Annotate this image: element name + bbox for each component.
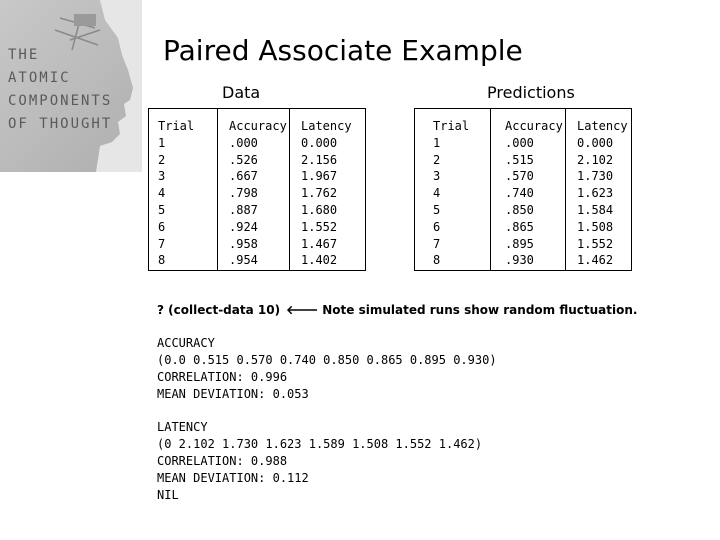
column-divider [565, 109, 566, 270]
table-cell: .930 [505, 253, 534, 268]
table-cell: .954 [229, 253, 258, 268]
logo-line: ATOMIC [8, 70, 71, 86]
table-cell: .865 [505, 219, 534, 234]
table-cell: 1.623 [577, 186, 614, 201]
table-cell: 8 [158, 253, 166, 268]
column-divider [217, 109, 218, 270]
command-note: Note simulated runs show random fluctuation. [322, 303, 638, 317]
latency-column [301, 118, 352, 269]
table-cell: 4 [158, 186, 166, 201]
table-cell: .924 [229, 219, 258, 234]
table-cell: 1.462 [577, 253, 614, 268]
table-cell: .667 [229, 169, 258, 184]
table-cell: .570 [505, 169, 534, 184]
table-cell: 0.000 [577, 135, 614, 150]
table-cell: 6 [158, 219, 166, 234]
table-cell: 7 [158, 236, 166, 251]
output-label: ACCURACY [157, 336, 215, 350]
accuracy-column [229, 118, 287, 269]
table-cell: 2.156 [301, 152, 338, 167]
table-cell: 4 [433, 186, 441, 201]
logo-line: THE [8, 47, 40, 63]
data-table [148, 108, 366, 271]
table-cell: 1.467 [301, 236, 338, 251]
table-cell: .850 [505, 202, 534, 217]
command-line [157, 302, 637, 317]
output-correlation: CORRELATION: 0.996 [157, 370, 288, 384]
logo-line: COMPONENTS [8, 93, 113, 109]
column-header: Trial [158, 119, 195, 133]
predictions-heading: Predictions [487, 83, 575, 102]
accuracy-column [505, 118, 563, 269]
table-cell: .515 [505, 152, 534, 167]
table-cell: 1 [433, 135, 441, 150]
table-cell: 2.102 [577, 152, 614, 167]
table-cell: 3 [158, 169, 166, 184]
output-mean-deviation: MEAN DEVIATION: 0.053 [157, 387, 309, 401]
table-cell: 1 [158, 135, 166, 150]
table-cell: 1.762 [301, 186, 338, 201]
table-cell: 1.730 [577, 169, 614, 184]
table-cell: 1.680 [301, 202, 338, 217]
table-cell: .895 [505, 236, 534, 251]
command-text: ? (collect-data 10) [157, 303, 281, 317]
table-cell: .958 [229, 236, 258, 251]
latency-output [157, 419, 482, 504]
trial-column [158, 118, 194, 269]
table-cell: 2 [158, 152, 166, 167]
table-cell: 5 [433, 202, 441, 217]
output-label: LATENCY [157, 420, 208, 434]
column-divider [490, 109, 491, 270]
table-cell: .526 [229, 152, 258, 167]
table-cell: 2 [433, 152, 441, 167]
accuracy-output [157, 335, 497, 403]
table-cell: 3 [433, 169, 441, 184]
table-cell: .887 [229, 202, 258, 217]
book-logo [0, 0, 142, 172]
table-cell: .000 [229, 135, 258, 150]
output-values: (0.0 0.515 0.570 0.740 0.850 0.865 0.895 0.930) [157, 353, 497, 367]
table-cell: 1.584 [577, 202, 614, 217]
table-cell: 1.508 [577, 219, 614, 234]
column-header: Accuracy [229, 119, 287, 133]
table-cell: .798 [229, 186, 258, 201]
column-header: Latency [577, 119, 628, 133]
latency-column [577, 118, 628, 269]
table-cell: 7 [433, 236, 441, 251]
arrow-left-icon: 🡐 [286, 303, 319, 317]
output-mean-deviation: MEAN DEVIATION: 0.112 [157, 471, 309, 485]
trial-column [433, 118, 469, 269]
column-header: Accuracy [505, 119, 563, 133]
slide-title: Paired Associate Example [163, 34, 523, 67]
data-heading: Data [222, 83, 261, 102]
logo-text [8, 44, 112, 136]
table-cell: 1.402 [301, 253, 338, 268]
table-cell: .000 [505, 135, 534, 150]
column-header: Trial [433, 119, 470, 133]
table-cell: 6 [433, 219, 441, 234]
table-cell: 0.000 [301, 135, 338, 150]
output-values: (0 2.102 1.730 1.623 1.589 1.508 1.552 1.462) [157, 437, 483, 451]
output-result: NIL [157, 488, 179, 502]
column-header: Latency [301, 119, 352, 133]
logo-line: OF THOUGHT [8, 116, 113, 132]
table-cell: 8 [433, 253, 441, 268]
table-cell: .740 [505, 186, 534, 201]
output-correlation: CORRELATION: 0.988 [157, 454, 288, 468]
table-cell: 5 [158, 202, 166, 217]
column-divider [289, 109, 290, 270]
table-cell: 1.552 [301, 219, 338, 234]
table-cell: 1.967 [301, 169, 338, 184]
table-cell: 1.552 [577, 236, 614, 251]
predictions-table [414, 108, 632, 271]
